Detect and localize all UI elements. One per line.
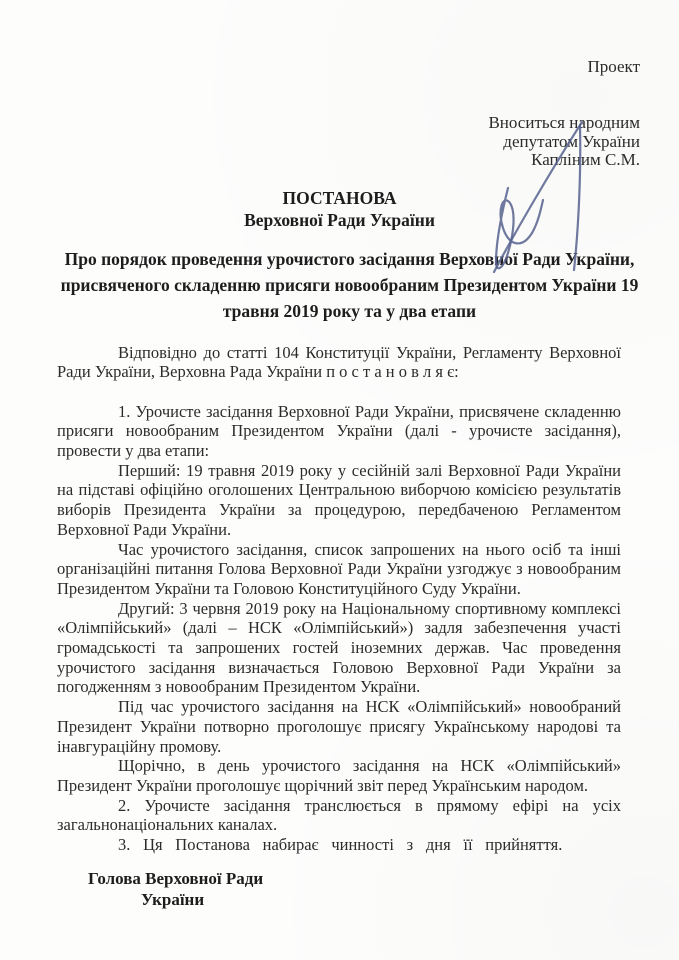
submitted-by-line-3: Капліним С.М. (531, 150, 640, 169)
submitted-by-block (57, 114, 642, 170)
document-title-line-2: Верховної Ради України (244, 209, 435, 230)
paragraph-7: 2. Урочисте засідання транслюється в прямому ефірі на усіх загальнонаціональних каналах. (57, 795, 621, 835)
document-body (57, 343, 621, 855)
signoff-line-2: України (141, 890, 205, 910)
paragraph-1: 1. Урочисте засідання Верховної Ради України, присвячене складенню присяги новообраним Президентом України (далі - урочисте засідання), провести у два етапи: (57, 401, 621, 460)
paragraph-6: Щорічно, в день урочистого засідання на НСК «Олімпійський» Президент України проголошує щорічний звіт перед Українським народом. (57, 756, 621, 795)
submitted-by-line-1: Вноситься народним (488, 113, 640, 132)
paragraph-2: Перший: 19 травня 2019 року у сесійній залі Верховної Ради України на підставі офіційно оголошених Центральною виборчою комісією результатів виборів Президента України за процедурою, передбаченою Регламентом Верховної Ради України. (57, 460, 621, 539)
paragraph-5: Під час урочистого засідання на НСК «Олімпійський» новообраний Президент України потворно проголошує присягу Українському народові та інавгураційну промову. (57, 697, 621, 756)
submitted-by-line-2: депутатом України (503, 131, 640, 151)
subject-heading: Про порядок проведення урочистого засідання Верховної Ради України, присвяченого складенню присяги новообраним Президентом України 19 травня 2019 року та у два етапи (60, 248, 639, 321)
intro-paragraph: Відповідно до статті 104 Конституції України, Регламенту Верховної Ради України, Верховна Рада України п о с т а н о в л я є: (57, 342, 621, 382)
paragraph-8: 3. Ця Постанова набирає чинності з дня її прийняття. (118, 835, 563, 855)
project-label: Проект (587, 57, 640, 76)
signoff-line-1: Голова Верховної Ради (88, 868, 264, 888)
signoff-block (57, 868, 642, 911)
paragraph-3: Час урочистого засідання, список запрошених на нього осіб та інші організаційні питання Голова Верховної Ради України узгоджує з новообраним Президентом України та Головою Конституційного Суду України. (57, 539, 621, 598)
paragraph-4: Другий: 3 червня 2019 року на Національному спортивному комплексі «Олімпійський» (далі – НСК «Олімпійський») задля забезпечення участі громадськості та запрошених гостей іноземних держав. Час проведення урочистого засідання визначається Головою Верховної Ради України за погодженням з новообраним Президентом України. (57, 598, 621, 697)
document-title-line-1: ПОСТАНОВА (282, 187, 397, 208)
document-title (57, 187, 642, 231)
